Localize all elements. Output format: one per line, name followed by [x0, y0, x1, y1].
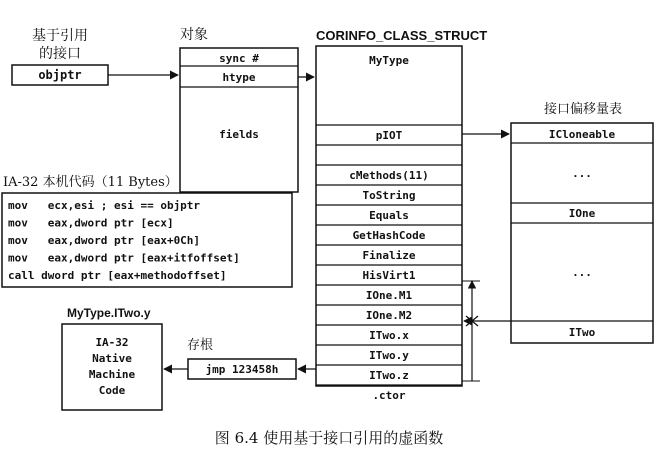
class-struct-row: GetHashCode [352, 229, 426, 242]
class-struct-row: Equals [369, 209, 409, 222]
class-struct-row: ITwo.x [369, 329, 409, 342]
object-title: 对象 [180, 27, 208, 43]
stub-code: jmp 123458h [205, 363, 279, 376]
target-line-3: Machine [88, 368, 136, 381]
native-code-line: mov eax,dword ptr [ecx] [8, 216, 174, 230]
class-struct-row: .ctor [372, 389, 406, 402]
class-struct-row: HisVirt1 [362, 269, 416, 282]
target-line-2: Native [92, 352, 132, 365]
object-row-fields: fields [219, 128, 259, 141]
class-struct-row: IOne.M1 [365, 289, 413, 302]
native-code-title: IA-32 本机代码（11 Bytes） [3, 175, 178, 190]
ref-caption-line2: 的接口 [39, 46, 81, 62]
ref-caption-line1: 基于引用 [32, 28, 88, 44]
offset-table-title: 接口偏移量表 [543, 102, 623, 117]
class-struct-row: ITwo.y [369, 349, 409, 362]
class-struct-title: CORINFO_CLASS_STRUCT [316, 28, 488, 43]
object-box [180, 48, 298, 192]
class-struct-row: Finalize [362, 249, 416, 262]
native-code-line: mov eax,dword ptr [eax+0Ch] [8, 234, 201, 247]
native-code-line: call dword ptr [eax+methodoffset] [8, 269, 227, 282]
target-title: MyType.ITwo.y [67, 306, 151, 320]
object-row-htype: htype [222, 71, 256, 84]
offset-row-ione: IOne [568, 207, 596, 220]
offset-row-ellipsis-1: ... [572, 167, 592, 180]
objptr-label: objptr [38, 68, 82, 82]
native-code-line: mov ecx,esi ; esi == objptr [8, 199, 201, 212]
class-struct-row: IOne.M2 [365, 309, 413, 322]
object-row-sync: sync # [219, 52, 259, 65]
target-line-4: Code [98, 384, 126, 397]
class-struct-header: MyType [369, 54, 409, 67]
class-struct-row: ToString [362, 189, 416, 202]
native-code-line: mov eax,dword ptr [eax+itfoffset] [8, 251, 240, 265]
figure-caption: 图 6.4 使用基于接口引用的虚函数 [214, 429, 444, 447]
stub-label: 存根 [187, 338, 214, 353]
offset-row-icloneable: ICloneable [548, 128, 616, 141]
offset-row-itwo: ITwo [568, 326, 596, 339]
class-struct-row: pIOT [375, 129, 403, 142]
offset-row-ellipsis-2: ... [572, 266, 592, 279]
class-struct-row: ITwo.z [369, 369, 409, 382]
target-line-1: IA-32 [95, 336, 129, 349]
class-struct-row: cMethods(11) [349, 169, 429, 182]
offset-table-box [511, 123, 653, 343]
